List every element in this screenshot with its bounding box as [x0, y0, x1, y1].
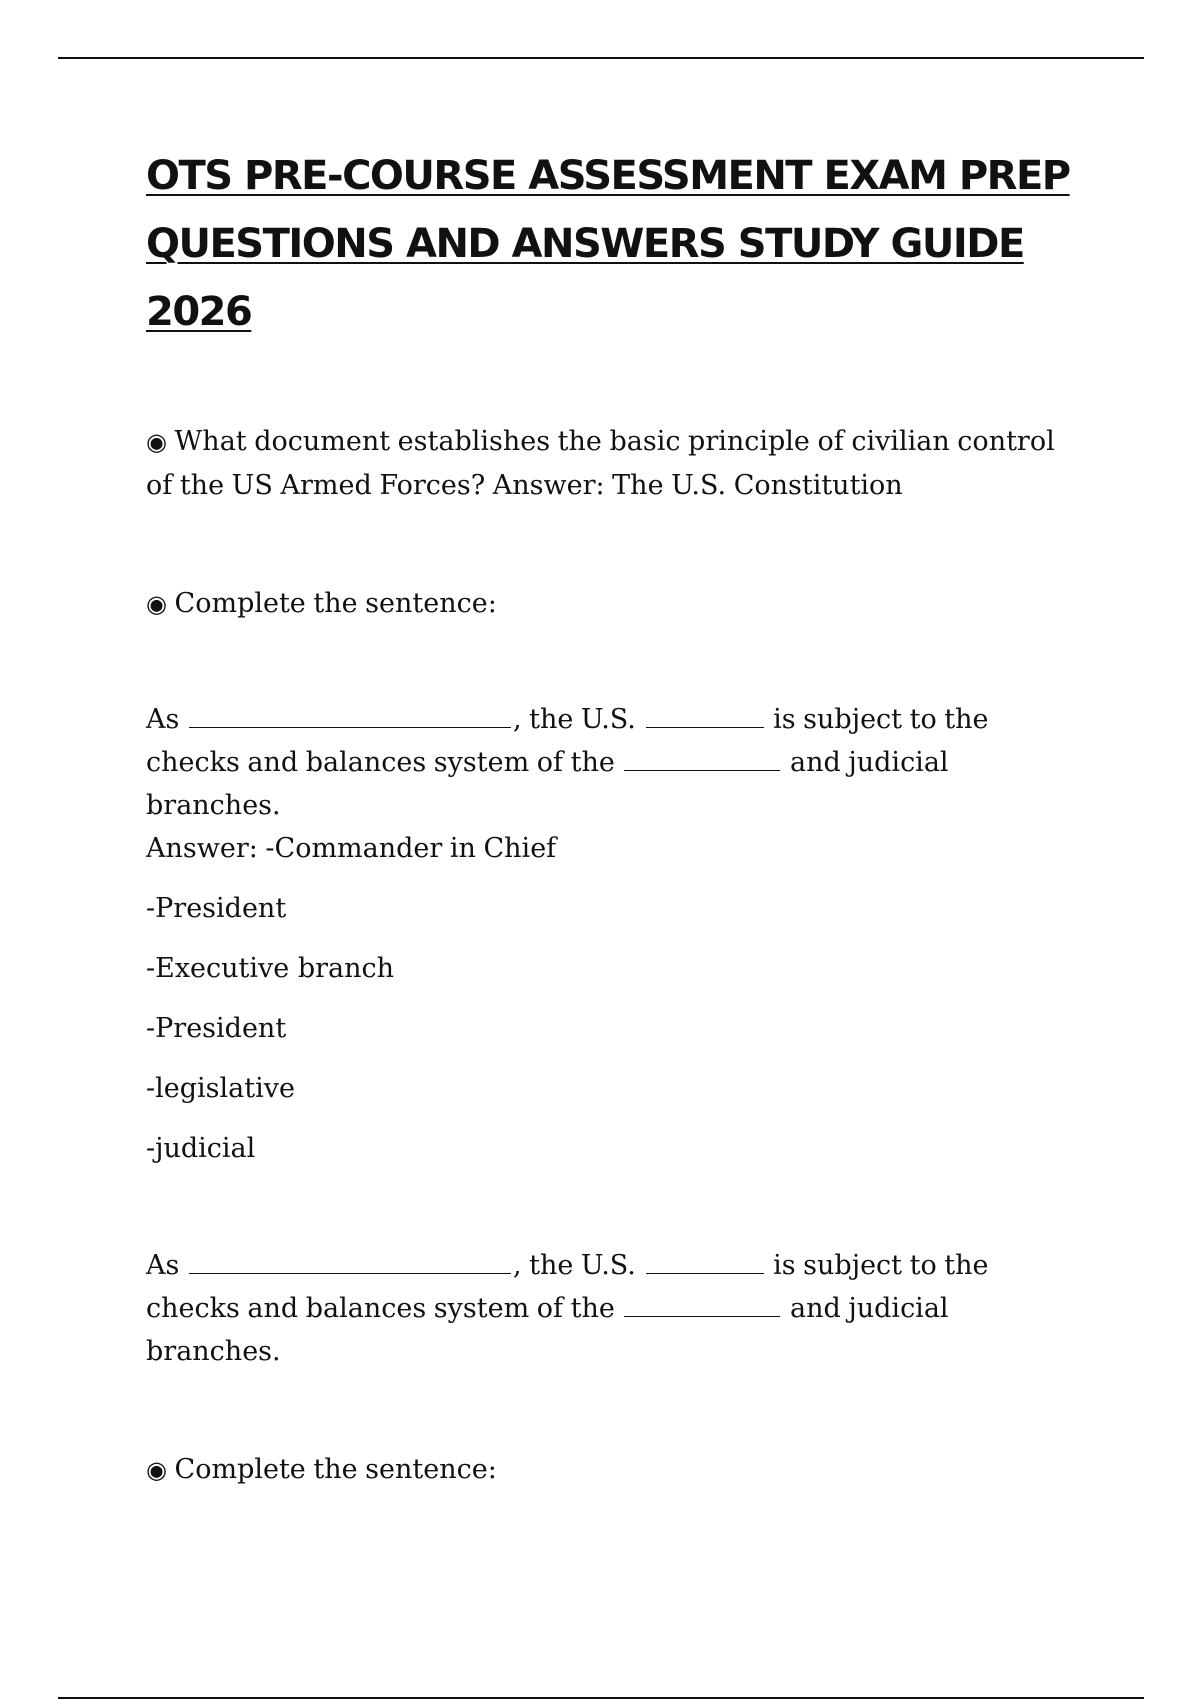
question-3	[146, 1448, 1076, 1492]
title-line-1: OTS PRE-COURSE ASSESSMENT EXAM PREP	[146, 153, 1070, 199]
fill-part-4: and judicial branches.	[146, 1293, 949, 1367]
document-title	[146, 142, 1076, 346]
answer-item: -Executive branch	[146, 953, 395, 984]
title-line-2: QUESTIONS AND ANSWERS STUDY GUIDE	[146, 221, 1024, 267]
blank-line	[624, 744, 780, 771]
footer-rule	[58, 1697, 1144, 1699]
question-2	[146, 582, 1076, 626]
answer-item: -legislative	[146, 1073, 295, 1104]
fill-part-3: is subject to the checks and balances system of the	[146, 704, 989, 778]
answer-item: -judicial	[146, 1133, 256, 1164]
blank-line	[624, 1290, 780, 1317]
question-3-text: Complete the sentence:	[174, 1454, 497, 1485]
fill-part-4: and judicial branches.	[146, 747, 949, 821]
document-body	[146, 142, 1076, 1492]
blank-line	[646, 1247, 764, 1274]
question-2-text: Complete the sentence:	[174, 588, 497, 619]
radio-bullet-icon: ◉	[146, 428, 167, 456]
header-rule	[58, 57, 1144, 59]
fill-part-2: , the U.S.	[512, 704, 636, 735]
answer-item: -President	[146, 1013, 287, 1044]
radio-bullet-icon: ◉	[146, 590, 167, 618]
question-1-text: What document establishes the basic principle of civilian control of the US Armed Forces? Answer: The U.S. Constitution	[146, 426, 1055, 501]
answer-first-line: Answer: -Commander in Chief	[146, 833, 557, 864]
fill-part-1: As	[146, 1250, 180, 1281]
blank-line	[189, 1247, 511, 1274]
blank-line	[189, 701, 511, 728]
blank-line	[646, 701, 764, 728]
fill-part-3: is subject to the checks and balances system of the	[146, 1250, 989, 1324]
radio-bullet-icon: ◉	[146, 1456, 167, 1484]
title-line-3: 2026	[146, 289, 252, 335]
answer-item: -President	[146, 893, 287, 924]
fill-in-sentence	[146, 698, 1076, 870]
fill-part-1: As	[146, 704, 180, 735]
fill-part-2: , the U.S.	[512, 1250, 636, 1281]
fill-in-sentence-repeat	[146, 1244, 1076, 1373]
question-1	[146, 420, 1076, 507]
